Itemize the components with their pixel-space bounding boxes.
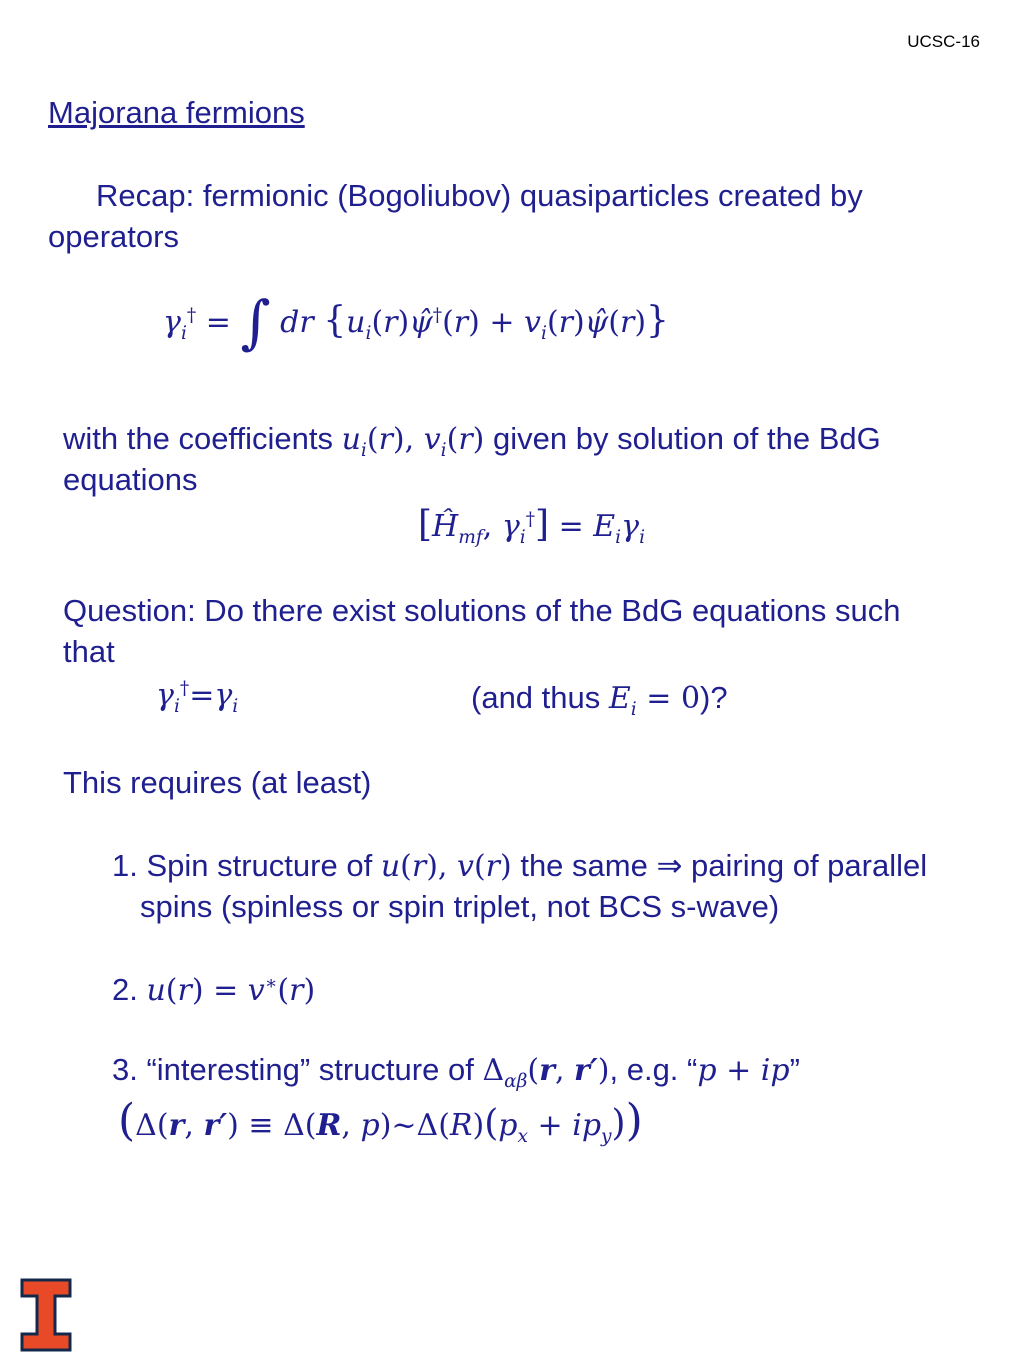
item3-p-ip: p + ip — [697, 1053, 790, 1088]
requires-text: This requires (at least) — [63, 765, 372, 800]
question-text-line2: that — [63, 634, 115, 669]
item1-prefix: 1. Spin structure of — [112, 848, 381, 883]
coefficients-text-after: given by solution of the BdG — [484, 421, 881, 456]
and-thus-text: (and thus — [471, 680, 609, 715]
question-text-line1: Question: Do there exist solutions of the BdG equations such — [63, 593, 901, 628]
majorana-condition-equation: $\gamma_i^\dagger=\gamma_i$ — [156, 678, 239, 717]
block-i-logo-icon — [20, 1278, 72, 1352]
item2-math: u(r) = v∗(r) — [146, 973, 316, 1008]
coefficients-text-before: with the coefficients — [63, 421, 342, 456]
item3-end: ” — [789, 1052, 800, 1087]
coefficients-math: $u_i(r)$, $v_i(r)$ — [341, 422, 485, 461]
item3-prefix: 3. “interesting” structure of — [112, 1052, 483, 1087]
slide-number: UCSC-16 — [907, 32, 980, 51]
item1-math: u(r), v(r) — [380, 849, 512, 884]
slide-title: Majorana fermions — [48, 95, 305, 130]
recap-text-line1: Recap: fermionic (Bogoliubov) quasiparticles created by — [96, 178, 863, 213]
item3-delta: $\Delta_{\alpha\beta}(r$, r′) — [482, 1053, 610, 1092]
coefficients-text-line1 — [63, 419, 881, 463]
and-thus-end: )? — [700, 680, 728, 715]
list-item-3 — [112, 1050, 800, 1094]
zero-energy-math: $E_i = 0$ — [608, 681, 701, 720]
coefficients-text-line2: equations — [63, 462, 198, 497]
item3-mid: , e.g. “ — [609, 1052, 698, 1087]
item2-prefix: 2. — [112, 972, 147, 1007]
bogoliubov-operator-equation: $\gamma_i^\dagger$ = ∫ dr {$u_i(r)\psî^\dagger(r)$ + $v_i(r)\psî(r)$} — [163, 288, 669, 356]
zero-energy-condition — [471, 678, 728, 722]
gap-function-equation: (Δ(r, r′) ≡ Δ(R, $p)\sim\Delta(R)(p_x + ip_y)$) — [118, 1095, 643, 1147]
list-item-2 — [112, 970, 315, 1010]
bdg-commutator-equation: [$Ĥ_{mf}$, $\gamma_i^\dagger] = E_i\gamma_i$ — [418, 504, 646, 548]
list-item-1-line2: spins (spinless or spin triplet, not BCS s-wave) — [140, 889, 780, 924]
recap-text-line2: operators — [48, 219, 179, 254]
item1-after: the same ⇒ pairing of parallel — [511, 848, 928, 883]
list-item-1-line1 — [112, 846, 927, 886]
